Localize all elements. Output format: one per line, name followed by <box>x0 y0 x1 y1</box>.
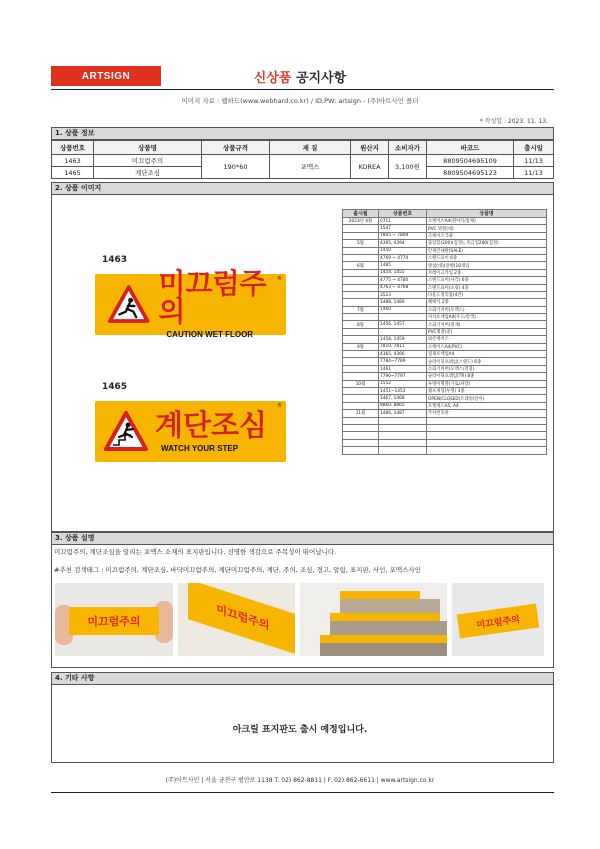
history-month: 6월 <box>343 262 379 269</box>
history-code: 3523 <box>379 291 427 298</box>
footer-divider <box>51 792 554 793</box>
photo-stairs-sign <box>300 583 447 656</box>
history-row <box>343 432 547 439</box>
history-month <box>343 225 379 232</box>
col-header: 소비자가 <box>389 141 427 155</box>
history-code: 4395, 4394 <box>379 240 427 247</box>
history-month <box>343 291 379 298</box>
history-row <box>343 240 547 247</box>
history-month <box>343 351 379 358</box>
history-month <box>343 254 379 261</box>
history-code: 4775 ~ 4780 <box>379 277 427 284</box>
title-highlight: 신상품 <box>253 71 292 86</box>
history-row <box>343 218 547 225</box>
registered-mark: ® <box>277 403 282 409</box>
history-code: 8860, 8865 <box>379 402 427 409</box>
history-name: 주차번호판 <box>427 410 547 417</box>
history-month <box>343 439 379 446</box>
col-header: 원산지 <box>351 141 389 155</box>
stairs-warning-icon <box>103 409 149 455</box>
history-col-header: 출시월 <box>343 210 379 218</box>
col-header: 상품명 <box>94 141 202 155</box>
notes-text: 아크릴 표지판도 출시 예정입니다. <box>232 725 368 735</box>
release-history-table <box>342 209 547 455</box>
history-row <box>343 321 547 328</box>
cell-origin: KOREA <box>351 155 389 179</box>
table-row <box>52 155 554 167</box>
cell-name: 미끄럼주의 <box>94 155 202 167</box>
cell-code: 1463 <box>52 155 94 167</box>
history-month <box>343 402 379 409</box>
history-month <box>343 424 379 431</box>
sign-watch-step <box>95 401 286 462</box>
history-code: 7805 ~ 7809 <box>379 232 427 239</box>
history-name: 스탠드표이 6종 <box>427 254 547 261</box>
history-code <box>379 314 427 321</box>
history-month: 8월 <box>343 321 379 328</box>
section-product-images: 2. 상품 이미지 <box>51 182 554 195</box>
history-name: 출입할(200)(검정), 옥금험200(검정) <box>427 240 547 247</box>
history-row <box>343 336 547 343</box>
history-name: 소케이스A4(원아식/통제) <box>427 218 547 225</box>
col-header: 상품규격 <box>202 141 270 155</box>
history-code <box>379 424 427 431</box>
history-month <box>343 373 379 380</box>
history-code <box>379 417 427 424</box>
history-month: 9월 <box>343 343 379 350</box>
history-row <box>343 358 547 365</box>
history-code: 1485 <box>379 262 427 269</box>
history-row <box>343 262 547 269</box>
cell-spec: 190*60 <box>202 155 270 179</box>
history-name: 슬라이딩프레임(TR) 8종 <box>427 373 547 380</box>
history-row <box>343 269 547 276</box>
sign-korean-text: 계단조심 <box>155 407 268 442</box>
history-code: 1460 <box>379 306 427 313</box>
history-name: 투명이명찰(가로/파랑) <box>427 380 547 387</box>
history-name: PVC 명찰(대) <box>427 225 547 232</box>
history-row <box>343 447 547 454</box>
sign-wet-floor <box>95 267 286 339</box>
history-name <box>427 447 547 454</box>
sign-english-text: WATCH YOUR STEP <box>161 443 239 453</box>
history-month <box>343 299 379 306</box>
history-month: 5월 <box>343 240 379 247</box>
history-month <box>343 432 379 439</box>
history-name: 자석포케입A4(우드/갈색) <box>427 314 547 321</box>
history-row <box>343 247 547 254</box>
history-row <box>343 314 547 321</box>
cell-date: 11/13 <box>514 167 554 179</box>
history-month <box>343 247 379 254</box>
photo-floor-sign <box>178 583 295 656</box>
history-row <box>343 373 547 380</box>
history-code: 4769 ~ 4774 <box>379 254 427 261</box>
photo-sign-text: 미끄럼주의 <box>87 615 141 628</box>
history-row <box>343 380 547 387</box>
history-code: 1456, 1457 <box>379 321 427 328</box>
sign-korean-text: 미끄럼주의 <box>158 267 267 328</box>
history-month <box>343 336 379 343</box>
history-code: 1467, 1468 <box>379 395 427 402</box>
history-col-header: 상품번호 <box>379 210 427 218</box>
history-code: 4763 ~ 4768 <box>379 284 427 291</box>
history-month <box>343 447 379 454</box>
history-name <box>427 417 547 424</box>
history-col-header: 상품명 <box>427 210 547 218</box>
history-row <box>343 402 547 409</box>
cell-material: 포맥스 <box>270 155 351 179</box>
history-month <box>343 314 379 321</box>
product-code-label: 1465 <box>102 382 128 392</box>
cell-barcode: 8809504695123 <box>427 167 514 179</box>
product-info-table <box>51 140 554 179</box>
history-code <box>379 432 427 439</box>
history-name: PVC명찰(중) <box>427 328 547 335</box>
history-code: 1486, 1487 <box>379 410 427 417</box>
history-name: OPEN/CLOSED(트레킹/갈이) <box>427 395 547 402</box>
history-code: 1488, 1489 <box>379 299 427 306</box>
history-name: 와콘케이스 <box>427 336 547 343</box>
history-row <box>343 328 547 335</box>
photo-sign-text: 미끄럼주의 <box>216 602 270 633</box>
history-name <box>427 439 547 446</box>
history-code: 1461 <box>379 365 427 372</box>
history-name: 소케이스A4(PVC) <box>427 343 547 350</box>
col-header: 바코드 <box>427 141 514 155</box>
history-month <box>343 232 379 239</box>
table-header-row <box>52 141 554 155</box>
history-month <box>343 284 379 291</box>
history-row <box>343 351 547 358</box>
history-month <box>343 417 379 424</box>
history-name: 소화기커버(철재) <box>427 321 547 328</box>
history-month <box>343 277 379 284</box>
history-name: 브레이크카입 2종 <box>427 269 547 276</box>
history-month <box>343 358 379 365</box>
history-name: 스탠드표이(소형) 4종 <box>427 284 547 291</box>
registered-mark: ® <box>277 276 282 282</box>
history-row <box>343 306 547 313</box>
history-month: 11월 <box>343 410 379 417</box>
cell-date: 11/13 <box>514 155 554 167</box>
history-header-row <box>343 210 547 218</box>
header-divider <box>51 89 554 90</box>
history-code: 1454, 1455 <box>379 269 427 276</box>
history-row <box>343 299 547 306</box>
history-name: 소화기커버(포맥스) <box>427 306 547 313</box>
written-date: * 작성일 : 2023. 11. 13. <box>479 118 548 125</box>
artsign-logo: ARTSIGN <box>51 66 161 86</box>
history-row <box>343 395 547 402</box>
history-code <box>379 439 427 446</box>
history-row <box>343 387 547 394</box>
col-header: 상품번호 <box>52 141 94 155</box>
history-row <box>343 410 547 417</box>
history-name: 혜택석 2종 <box>427 299 547 306</box>
section-other-notes: 4. 기타 사항 <box>51 672 554 685</box>
history-month <box>343 365 379 372</box>
footer: (주)아트사인 | 서울 금천구 범안로 1138 T. 02) 862-8811 | F. 02) 862-6611 | www.artsign.co.kr <box>165 777 435 784</box>
history-row <box>343 254 547 261</box>
product-code-label: 1463 <box>102 255 128 265</box>
cell-code: 1465 <box>52 167 94 179</box>
page-title <box>0 67 600 86</box>
history-name: 안제안내판(SALE) <box>427 247 547 254</box>
history-month: 7월 <box>343 306 379 313</box>
history-row <box>343 284 547 291</box>
col-header: 출시일 <box>514 141 554 155</box>
cell-barcode: 8809504695109 <box>427 155 514 167</box>
photo-hand-holding-sign <box>55 583 173 656</box>
history-code <box>379 447 427 454</box>
history-row <box>343 232 547 239</box>
history-code: 1450 <box>379 247 427 254</box>
history-code: 1451~1453 <box>379 387 427 394</box>
history-month <box>343 387 379 394</box>
history-name: 소화기커버(포맥스/결형) <box>427 365 547 372</box>
cell-name: 계단조심 <box>94 167 202 179</box>
history-name: 다용도정리함(4칸) <box>427 291 547 298</box>
history-code: 1552 <box>379 380 427 387</box>
history-name <box>427 424 547 431</box>
history-code: 1458, 1459 <box>379 336 427 343</box>
history-name: 방침(대)(용행)10개입 <box>427 262 547 269</box>
photo-sign-text: 미끄럼주의 <box>475 614 521 631</box>
sign-english-text: CAUTION WET FLOOR <box>166 330 254 339</box>
description-text: 미끄럼주의, 계단조심을 알리는 포맥스 소재의 표지판입니다. 선명한 색감으로 주목성이 뛰어납니다. <box>54 548 337 556</box>
history-name: 포켓제드A5, A4 <box>427 402 547 409</box>
history-month <box>343 269 379 276</box>
history-row <box>343 439 547 446</box>
history-name: 월포제입(투명) 3종 <box>427 387 547 394</box>
photo-wall-sign <box>452 583 544 656</box>
cell-price: 3,100원 <box>389 155 427 179</box>
history-month <box>343 328 379 335</box>
history-row <box>343 343 547 350</box>
col-header: 재 질 <box>270 141 351 155</box>
title-rest: 공지사항 <box>291 71 347 86</box>
history-name: 소케이스 5종 <box>427 232 547 239</box>
history-code: 7810, 7811 <box>379 343 427 350</box>
history-row <box>343 277 547 284</box>
history-month: 2023년 4월 <box>343 218 379 225</box>
page-subtitle: 이미지 자료 : 웹하드(www.webhard.co.kr) / ID,PW: artsign - (주)아트사인 폴더 <box>181 97 419 105</box>
history-name <box>427 432 547 439</box>
section-description: 3. 상품 설명 <box>51 532 554 545</box>
history-month: 10월 <box>343 380 379 387</box>
history-code: 4365, 4366 <box>379 351 427 358</box>
slip-warning-icon <box>107 282 150 328</box>
history-code <box>379 328 427 335</box>
history-code: 7784~7789 <box>379 358 427 365</box>
history-name: 슬라이딩프레임(스탠드) 6종 <box>427 358 547 365</box>
history-row <box>343 417 547 424</box>
tags-text: #추천 검색태그 : 미끄럼주의, 계단조심, 바닥미끄럼주의, 계단미끄럼주의, 계단, 주의, 조심, 경고, 알림, 표지판, 사인, 포맥스사인 <box>54 566 421 574</box>
history-code: 1547 <box>379 225 427 232</box>
history-row <box>343 291 547 298</box>
history-row <box>343 365 547 372</box>
history-month <box>343 395 379 402</box>
history-name: 스탠드표이(사각) 6종 <box>427 277 547 284</box>
history-code: 0711 <box>379 218 427 225</box>
section-product-info: 1. 상품 정보 <box>51 127 554 140</box>
history-row <box>343 225 547 232</box>
history-code: 7790~7797 <box>379 373 427 380</box>
history-name: 접제포케입A4 <box>427 351 547 358</box>
history-row <box>343 424 547 431</box>
